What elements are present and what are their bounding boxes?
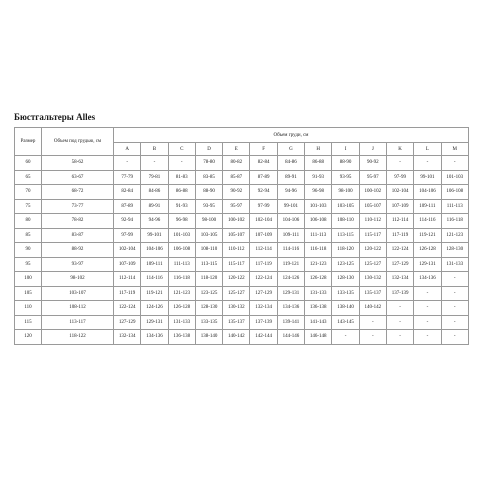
bust-cell: 122-124 [386,243,413,258]
bust-cell: - [386,156,413,171]
bust-cell: 117-119 [114,286,141,301]
bust-cell: 138-140 [195,330,222,345]
table-row [15,315,469,330]
bust-cell: 107-109 [114,257,141,272]
bust-cell: 81-83 [168,170,195,185]
bust-cell: 128-130 [332,272,359,287]
bust-cell: 97-99 [250,199,277,214]
bust-cell: 134-136 [414,272,441,287]
bust-cell: 146-148 [305,330,332,345]
bust-cell: 132-134 [250,301,277,316]
size-table [14,127,469,345]
bust-cell: 116-118 [168,272,195,287]
underbust-cell: 113-117 [42,315,114,330]
bust-cell: 109-111 [141,257,168,272]
bust-cell: 77-79 [114,170,141,185]
bust-cell: 134-136 [277,301,304,316]
bust-cell: 102-104 [250,214,277,229]
bust-cell: 106-108 [305,214,332,229]
bust-cell: 126-128 [168,301,195,316]
bust-cell: - [441,272,468,287]
bust-cell: 133-135 [332,286,359,301]
cup-header: C [168,143,195,156]
size-cell: 80 [15,214,42,229]
cup-header: F [250,143,277,156]
bust-cell: 130-132 [223,301,250,316]
bust-cell: 125-127 [223,286,250,301]
bust-cell: 135-137 [359,286,386,301]
underbust-cell: 83-87 [42,228,114,243]
bust-cell: 99-101 [277,199,304,214]
underbust-cell: 98-102 [42,272,114,287]
bust-cell: - [441,301,468,316]
bust-cell: 134-136 [141,330,168,345]
bust-cell: 93-95 [332,170,359,185]
bust-cell: 141-143 [305,315,332,330]
bust-cell: 120-122 [223,272,250,287]
bust-cell: 136-138 [168,330,195,345]
bust-cell: - [114,156,141,171]
bust-cell: 80-82 [223,156,250,171]
bust-cell: 112-114 [386,214,413,229]
bust-cell: 106-108 [441,185,468,200]
bust-cell: 127-129 [114,315,141,330]
cup-header: A [114,143,141,156]
bust-cell: 98-100 [195,214,222,229]
cup-header: I [332,143,359,156]
bust-cell: 96-98 [168,214,195,229]
bust-cell: 127-129 [386,257,413,272]
size-cell: 120 [15,330,42,345]
bust-cell: - [386,315,413,330]
bust-cell: 97-99 [386,170,413,185]
size-cell: 95 [15,257,42,272]
bust-cell: 111-113 [305,228,332,243]
bust-cell: 93-95 [195,199,222,214]
bust-cell: 112-114 [250,243,277,258]
bust-cell: 143-145 [332,315,359,330]
underbust-cell: 93-97 [42,257,114,272]
document-title: Бюстгальтеры Alles [14,112,96,122]
bust-cell: 87-89 [250,170,277,185]
bust-cell: 129-131 [141,315,168,330]
bust-cell: - [386,330,413,345]
bust-cell: 111-113 [168,257,195,272]
bust-cell: 95-97 [223,199,250,214]
bust-cell: - [414,286,441,301]
table-row [15,214,469,229]
underbust-cell: 88-92 [42,243,114,258]
bust-cell: 124-126 [141,301,168,316]
bust-cell: 138-140 [332,301,359,316]
bust-cell: 117-119 [250,257,277,272]
underbust-cell: 118-122 [42,330,114,345]
bust-cell: 105-107 [359,199,386,214]
bust-cell: 132-134 [386,272,413,287]
table-header-row [15,128,469,143]
bust-cell: 121-123 [441,228,468,243]
size-cell: 85 [15,228,42,243]
bust-cell: - [359,330,386,345]
bust-cell: 121-123 [168,286,195,301]
bust-cell: 85-87 [223,170,250,185]
cup-header: G [277,143,304,156]
bust-cell: 99-101 [141,228,168,243]
bust-cell: 115-117 [359,228,386,243]
table-row [15,243,469,258]
bust-cell: 92-94 [114,214,141,229]
bust-cell: 108-110 [195,243,222,258]
table-row [15,170,469,185]
bust-cell: 92-94 [250,185,277,200]
bust-cell: - [441,156,468,171]
table-row [15,185,469,200]
bust-cell: 119-121 [277,257,304,272]
bust-cell: 135-137 [223,315,250,330]
bust-cell: 111-113 [441,199,468,214]
size-cell: 75 [15,199,42,214]
table-row [15,272,469,287]
underbust-column-header: Объем под грудью, см [42,128,114,156]
bust-cell: 119-121 [141,286,168,301]
table-row [15,330,469,345]
bust-cell: 113-115 [332,228,359,243]
cup-header: H [305,143,332,156]
bust-cell: 131-133 [168,315,195,330]
bust-cell: 102-104 [386,185,413,200]
bust-cell: - [414,315,441,330]
bust-cell: 86-88 [168,185,195,200]
cup-header: K [386,143,413,156]
bust-cell: 99-101 [414,170,441,185]
bust-cell: 114-116 [141,272,168,287]
bust-cell: 107-109 [250,228,277,243]
table-row [15,301,469,316]
bust-cell: 140-142 [359,301,386,316]
bust-cell: 100-102 [359,185,386,200]
size-cell: 60 [15,156,42,171]
bust-cell: 126-128 [305,272,332,287]
bust-cell: 115-117 [223,257,250,272]
bust-cell: - [441,315,468,330]
bust-cell: 116-118 [441,214,468,229]
bust-cell: 114-116 [277,243,304,258]
bust-cell: 83-85 [195,170,222,185]
bust-cell: 84-86 [277,156,304,171]
size-cell: 90 [15,243,42,258]
bust-cell: 129-131 [277,286,304,301]
table-row [15,199,469,214]
bust-cell: 90-92 [223,185,250,200]
table-row [15,286,469,301]
bust-cell: - [359,315,386,330]
bust-cell: 116-118 [305,243,332,258]
bust-cell: 126-128 [414,243,441,258]
bust-cell: 104-106 [277,214,304,229]
bust-cell: 91-93 [305,170,332,185]
underbust-cell: 68-72 [42,185,114,200]
bust-cell: 88-90 [332,156,359,171]
bust-cell: 112-114 [114,272,141,287]
bust-cell: 133-135 [195,315,222,330]
bust-cell: - [414,156,441,171]
bust-cell: 95-97 [359,170,386,185]
bust-cell: - [441,286,468,301]
bust-cell: 142-144 [250,330,277,345]
bust-cell: 101-103 [441,170,468,185]
bust-cell: 109-111 [277,228,304,243]
bust-cell: 108-110 [332,214,359,229]
size-column-header: Размер [15,128,42,156]
bust-cell: 101-103 [168,228,195,243]
size-cell: 110 [15,301,42,316]
bust-cell: 125-127 [359,257,386,272]
bust-cell: 90-92 [359,156,386,171]
bust-cell: 104-106 [414,185,441,200]
bust-cell: 105-107 [223,228,250,243]
bust-cell: 122-124 [250,272,277,287]
bust-cell: 106-108 [168,243,195,258]
size-cell: 65 [15,170,42,185]
bust-cell: - [332,330,359,345]
bust-cell: 122-124 [114,301,141,316]
underbust-cell: 103-107 [42,286,114,301]
bust-cell: 132-134 [114,330,141,345]
bust-cell: 121-123 [305,257,332,272]
cup-header: L [414,143,441,156]
bust-cell: 114-116 [414,214,441,229]
bust-cell: 78-80 [195,156,222,171]
underbust-cell: 58-62 [42,156,114,171]
table-row [15,228,469,243]
underbust-cell: 73-77 [42,199,114,214]
bust-cell: 118-120 [195,272,222,287]
bust-cell: 120-122 [359,243,386,258]
table-body [15,156,469,345]
bust-cell: 118-120 [332,243,359,258]
underbust-cell: 78-82 [42,214,114,229]
bust-cell: 104-106 [141,243,168,258]
bust-cell: 82-84 [250,156,277,171]
bust-cell: 101-103 [305,199,332,214]
bust-cell: 100-102 [223,214,250,229]
bust-cell: 123-125 [195,286,222,301]
bust-cell: 110-112 [359,214,386,229]
bust-cell: 128-130 [195,301,222,316]
size-cell: 105 [15,286,42,301]
bust-cell: - [414,330,441,345]
bust-cell: 97-99 [114,228,141,243]
bust-cell: 84-86 [141,185,168,200]
bust-cell: 127-129 [250,286,277,301]
bust-cell: - [441,330,468,345]
bust-cell: 144-146 [277,330,304,345]
cup-header: B [141,143,168,156]
bust-cell: 103-105 [195,228,222,243]
bust-cell: 139-141 [277,315,304,330]
bust-cell: 89-91 [277,170,304,185]
bust-cell: 94-96 [141,214,168,229]
bust-cell: 107-109 [386,199,413,214]
bust-cell: 96-98 [305,185,332,200]
bust-cell: 79-81 [141,170,168,185]
cup-header: D [195,143,222,156]
cup-header: E [223,143,250,156]
bust-cell: 113-115 [195,257,222,272]
bust-cell: 136-138 [305,301,332,316]
bust-cell: 82-84 [114,185,141,200]
bust-cell: 137-139 [250,315,277,330]
cup-header: J [359,143,386,156]
cup-header: M [441,143,468,156]
table-row [15,156,469,171]
underbust-cell: 108-112 [42,301,114,316]
bust-cell: 87-89 [114,199,141,214]
bust-cell: 86-88 [305,156,332,171]
size-cell: 115 [15,315,42,330]
bust-cell: - [414,301,441,316]
bust-cell: 119-121 [414,228,441,243]
bust-cell: 89-91 [141,199,168,214]
size-cell: 70 [15,185,42,200]
bust-cell: 124-126 [277,272,304,287]
bust-cell: - [386,301,413,316]
bust-cell: 131-133 [441,257,468,272]
bust-cell: 131-133 [305,286,332,301]
bust-cell: 109-111 [414,199,441,214]
bust-cell: 140-142 [223,330,250,345]
bust-group-header: Объем груди, см [114,128,469,143]
bust-cell: 123-125 [332,257,359,272]
bust-cell: 98-100 [332,185,359,200]
bust-cell: 117-119 [386,228,413,243]
table-row [15,257,469,272]
bust-cell: 91-93 [168,199,195,214]
bust-cell: - [141,156,168,171]
bust-cell: 102-104 [114,243,141,258]
bust-cell: 110-112 [223,243,250,258]
bust-cell: 137-139 [386,286,413,301]
bust-cell: 103-105 [332,199,359,214]
size-cell: 100 [15,272,42,287]
bust-cell: 94-96 [277,185,304,200]
underbust-cell: 63-67 [42,170,114,185]
bust-cell: 130-132 [359,272,386,287]
bust-cell: - [168,156,195,171]
bust-cell: 128-130 [441,243,468,258]
bust-cell: 129-131 [414,257,441,272]
bust-cell: 88-90 [195,185,222,200]
